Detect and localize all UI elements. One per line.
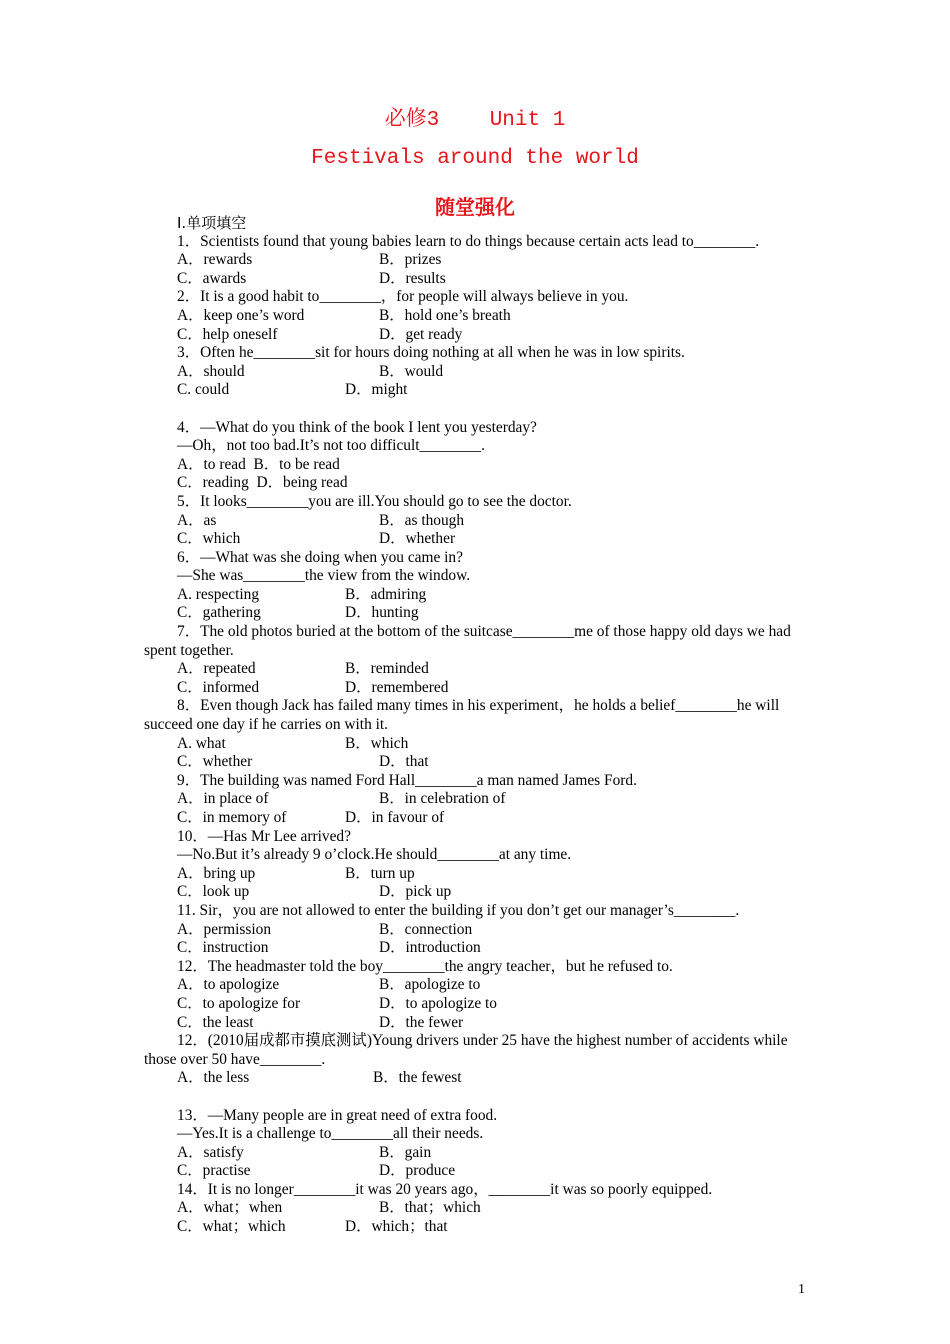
option: B．that；which <box>379 1199 481 1217</box>
option: A．the less <box>177 1069 250 1087</box>
question-1-stem: 1．Scientists found that young babies learn to do things because certain acts lead to________. <box>177 232 760 250</box>
question-5-stem: 5．It looks________you are ill.You should go to see the doctor. <box>177 492 572 510</box>
options-row <box>144 809 808 828</box>
options-row <box>144 474 808 493</box>
option: A．repeated <box>177 660 256 678</box>
options-row <box>144 995 808 1014</box>
question-10-reply: —No.But it’s already 9 o’clock.He should________at any time. <box>177 846 572 864</box>
question-14-stem: 14．It is no longer________it was 20 years ago，________it was so poorly equipped. <box>177 1180 713 1198</box>
options-row <box>144 381 808 400</box>
options-row <box>144 456 808 475</box>
options-row <box>144 604 808 623</box>
option: B．hold one’s breath <box>379 306 511 324</box>
options-row <box>144 270 808 289</box>
options-row <box>144 883 808 902</box>
option: B．would <box>379 362 444 380</box>
option: C．gathering <box>177 604 261 622</box>
option: D．results <box>379 269 446 287</box>
option: C．which <box>177 530 241 548</box>
spacer <box>144 400 808 419</box>
option: D．pick up <box>379 883 452 901</box>
option: C．look up <box>177 883 250 901</box>
question-3-stem: 3．Often he________sit for hours doing nothing at all when he was in low spirits. <box>177 344 685 362</box>
option: C．instruction <box>177 939 269 957</box>
options-row <box>144 530 808 549</box>
options-row <box>144 1014 808 1033</box>
option: B．reminded <box>345 660 429 678</box>
option: D．hunting <box>345 604 419 622</box>
option: B．as though <box>379 511 465 529</box>
option: A．permission <box>177 920 272 938</box>
option: A．rewards <box>177 251 253 269</box>
option: A. respecting <box>177 585 260 603</box>
options-row <box>144 976 808 995</box>
option: B．in celebration of <box>379 790 506 808</box>
option: D．remembered <box>345 678 449 696</box>
option: A．bring up <box>177 864 256 882</box>
option: D．that <box>379 753 429 771</box>
question-4-stem: 4．—What do you think of the book I lent you yesterday? <box>177 418 537 436</box>
option: D．get ready <box>379 325 463 343</box>
option: C．what；which <box>177 1218 286 1236</box>
title-line-3: 随堂强化 <box>435 195 515 219</box>
option: A．as <box>177 511 217 529</box>
option: C．whether <box>177 753 253 771</box>
option: B．connection <box>379 920 473 938</box>
option: A. what <box>177 734 226 752</box>
options-row <box>144 735 808 754</box>
option: B．which <box>345 734 409 752</box>
options-row <box>144 939 808 958</box>
question-12-stem: 12．The headmaster told the boy________the angry teacher，but he refused to. <box>177 957 673 975</box>
question-7-stem: 7．The old photos buried at the bottom of the suitcase________me of those happy old days we had spent together. <box>144 623 791 659</box>
question-2-stem: 2．It is a good habit to________，for people will always believe in you. <box>177 288 629 306</box>
option: D．in favour of <box>345 809 445 826</box>
options-row <box>144 921 808 940</box>
option: D．to apologize to <box>379 994 497 1012</box>
option: D．which；that <box>345 1218 448 1236</box>
options-row <box>144 1144 808 1163</box>
option: D．whether <box>379 530 456 548</box>
option: C．in memory of <box>177 809 287 826</box>
option: D．introduction <box>379 939 481 957</box>
option: A．to read B．to be read <box>177 455 340 473</box>
spacer <box>144 1088 808 1107</box>
page-number: 1 <box>798 1282 805 1297</box>
options-row <box>144 1069 808 1088</box>
options-row <box>144 790 808 809</box>
option: C．practise <box>177 1162 251 1180</box>
question-9-stem: 9．The building was named Ford Hall________a man named James Ford. <box>177 771 637 789</box>
option: A．in place of <box>177 790 269 808</box>
options-row <box>144 679 808 698</box>
question-11-stem: 11. Sir，you are not allowed to enter the building if you don’t get our manager’s________. <box>177 901 740 919</box>
exercise-body <box>144 214 808 1237</box>
option: A．satisfy <box>177 1143 244 1161</box>
question-10-stem: 10．—Has Mr Lee arrived? <box>177 827 351 845</box>
option: C．help oneself <box>177 325 278 343</box>
question-6-stem: 6．—What was she doing when you came in? <box>177 548 463 566</box>
option: D．produce <box>379 1162 456 1180</box>
question-12b-stem: 12．(2010届成都市摸底测试)Young drivers under 25 have the highest number of accidents while those over 50 have________. <box>144 1032 788 1068</box>
options-row <box>144 865 808 884</box>
option: D．might <box>345 381 408 399</box>
question-6-reply: —She was________the view from the window. <box>177 567 471 585</box>
option: B．turn up <box>345 864 415 882</box>
option: C．awards <box>177 269 247 287</box>
option: B．gain <box>379 1143 432 1161</box>
option: B．prizes <box>379 251 442 269</box>
option: C. could <box>177 381 230 399</box>
option: C．to apologize for <box>177 994 301 1012</box>
options-row <box>144 1162 808 1181</box>
option: A．should <box>177 362 245 380</box>
option: A．what；when <box>177 1199 283 1217</box>
options-row <box>144 1218 808 1237</box>
options-row <box>144 660 808 679</box>
option: B．the fewest <box>373 1069 462 1087</box>
options-row <box>144 251 808 270</box>
question-13-reply: —Yes.It is a challenge to________all their needs. <box>177 1125 484 1143</box>
title-line-2: Festivals around the world <box>311 147 639 170</box>
options-row <box>144 363 808 382</box>
option: C．informed <box>177 678 260 696</box>
title-line-1: 必修3 Unit 1 <box>384 109 566 132</box>
options-row <box>144 1199 808 1218</box>
option: A．to apologize <box>177 976 280 994</box>
question-4-reply: —Oh，not too bad.It’s not too difficult________. <box>177 437 485 455</box>
option: B．apologize to <box>379 976 481 994</box>
options-row <box>144 307 808 326</box>
option: C．the least <box>177 1013 254 1031</box>
option: C．reading D．being read <box>177 474 348 492</box>
option: B．admiring <box>345 585 427 603</box>
options-row <box>144 512 808 531</box>
question-8-stem: 8．Even though Jack has failed many times in his experiment，he holds a belief________he will succeed one day if he carries on with it. <box>144 697 780 734</box>
section-heading: Ⅰ.单项填空 <box>177 214 247 232</box>
option: A．keep one’s word <box>177 306 305 324</box>
options-row <box>144 586 808 605</box>
options-row <box>144 326 808 345</box>
question-13-stem: 13．—Many people are in great need of extra food. <box>177 1106 498 1124</box>
option: D．the fewer <box>379 1013 464 1031</box>
options-row <box>144 753 808 772</box>
